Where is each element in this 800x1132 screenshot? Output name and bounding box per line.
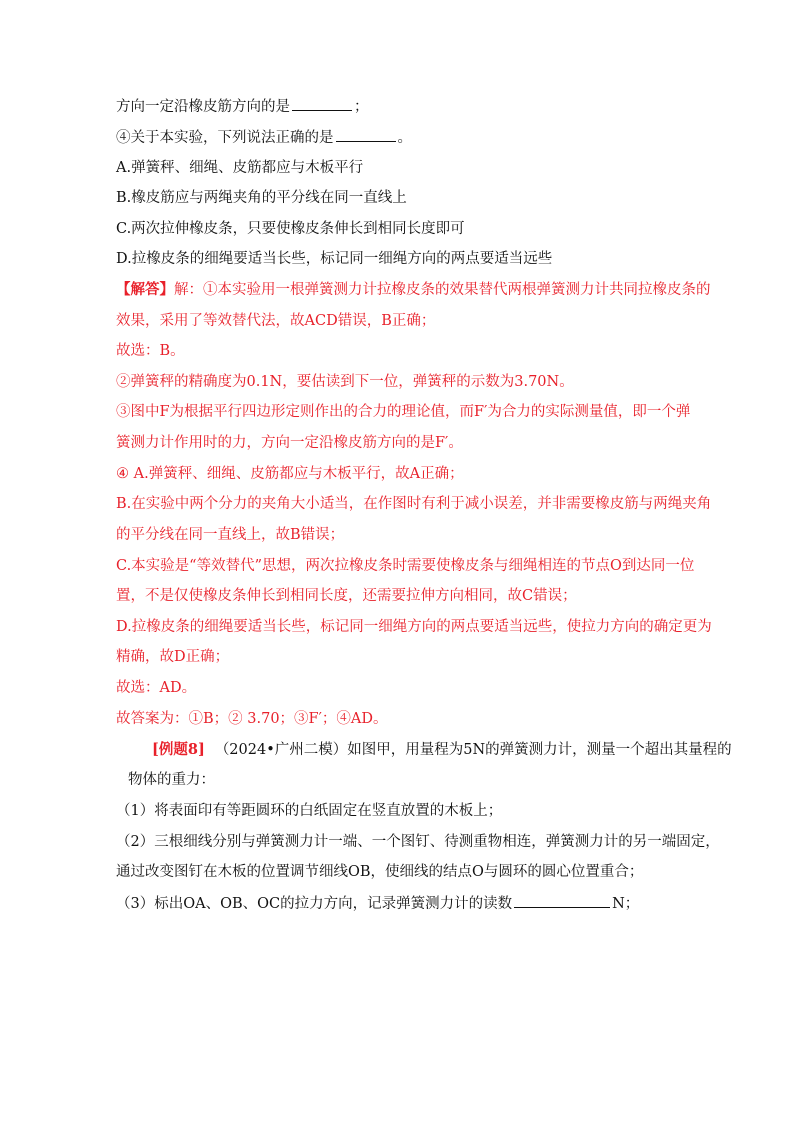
solution-line-13: 精确，故D正确； [116, 649, 230, 665]
text: ； [354, 99, 369, 115]
option-b: B.橡皮筋应与两绳夹角的平分线在同一直线上 [116, 190, 407, 206]
final-answer: 故答案为：①B；② 3.70；③F′；④AD。 [116, 711, 388, 727]
solution-line-2: 效果，采用了等效替代法，故ACD错误，B正确； [116, 313, 436, 329]
solution-line-10: C.本实验是“等效替代”思想，两次拉橡皮条时需要使橡皮条与细绳相连的节点O到达同一位 [116, 558, 695, 574]
solution-line-7: ④ A.弹簧秤、细绳、皮筋都应与木板平行，故A正确； [116, 466, 464, 482]
solution-line-14: 故选：AD。 [116, 680, 197, 696]
option-c: C.两次拉伸橡皮条，只要使橡皮条伸长到相同长度即可 [116, 221, 465, 237]
example-header [152, 740, 732, 760]
text: 解：①本实验用一根弹簧测力计拉橡皮条的效果替代两根弹簧测力计共同拉橡皮条的 [174, 282, 711, 298]
text: 方向一定沿橡皮筋方向的是 [116, 99, 290, 115]
step-1: （1）将表面印有等距圆环的白纸固定在竖直放置的木板上； [116, 803, 503, 819]
option-a: A.弹簧秤、细绳、皮筋都应与木板平行 [116, 160, 364, 176]
solution-line-5: ③图中F为根据平行四边形定则作出的合力的理论值，而F′为合力的实际测量值，即一个弹 [116, 404, 691, 420]
step-2-cont: 通过改变图钉在木板的位置调节细线OB，使细线的结点O与圆环的圆心位置重合； [116, 864, 644, 880]
solution-line-11: 置，不是仅使橡皮条伸长到相同长度，还需要拉伸方向相同，故C错误； [116, 588, 577, 604]
text: 。 [397, 130, 412, 146]
text: （2024•广州二模）如图甲，用量程为5N的弹簧测力计，测量一个超出其量程的 [214, 742, 732, 758]
solution-line-8: B.在实验中两个分力的夹角大小适当，在作图时有利于减小误差，并非需要橡皮筋与两绳夹角 [116, 496, 712, 512]
question-line-4 [116, 127, 412, 148]
solution-line-3: 故选：B。 [116, 343, 185, 359]
answer-blank [514, 893, 610, 908]
question-line-3-blank [116, 96, 369, 117]
text: N； [612, 896, 640, 912]
solution-line-12: D.拉橡皮条的细绳要适当长些，标记同一细绳方向的两点要适当远些，使拉力方向的确定更为 [116, 619, 712, 635]
text: （3）标出OA、OB、OC的拉力方向，记录弹簧测力计的读数 [116, 896, 513, 912]
text: ④关于本实验，下列说法正确的是 [116, 130, 334, 146]
option-d: D.拉橡皮条的细绳要适当长些，标记同一细绳方向的两点要适当远些 [116, 251, 553, 267]
example-tag: [例题8] [152, 741, 205, 758]
solution-line-6: 簧测力计作用时的力，方向一定沿橡皮筋方向的是F′。 [116, 435, 463, 451]
solution-line-9: 的平分线在同一直线上，故B错误； [116, 527, 345, 543]
answer-blank [292, 96, 352, 111]
answer-blank [336, 127, 396, 142]
solution-line-4: ②弹簧秤的精确度为0.1N，要估读到下一位，弹簧秤的示数为3.70N。 [116, 374, 574, 390]
solution-tag: 【解答】 [116, 281, 174, 298]
solution-line-1 [116, 280, 711, 300]
step-3 [116, 893, 639, 914]
example-line-2: 物体的重力： [128, 772, 215, 788]
step-2: （2）三根细线分别与弹簧测力计一端、一个图钉、待测重物相连，弹簧测力计的另一端固定， [116, 834, 720, 850]
